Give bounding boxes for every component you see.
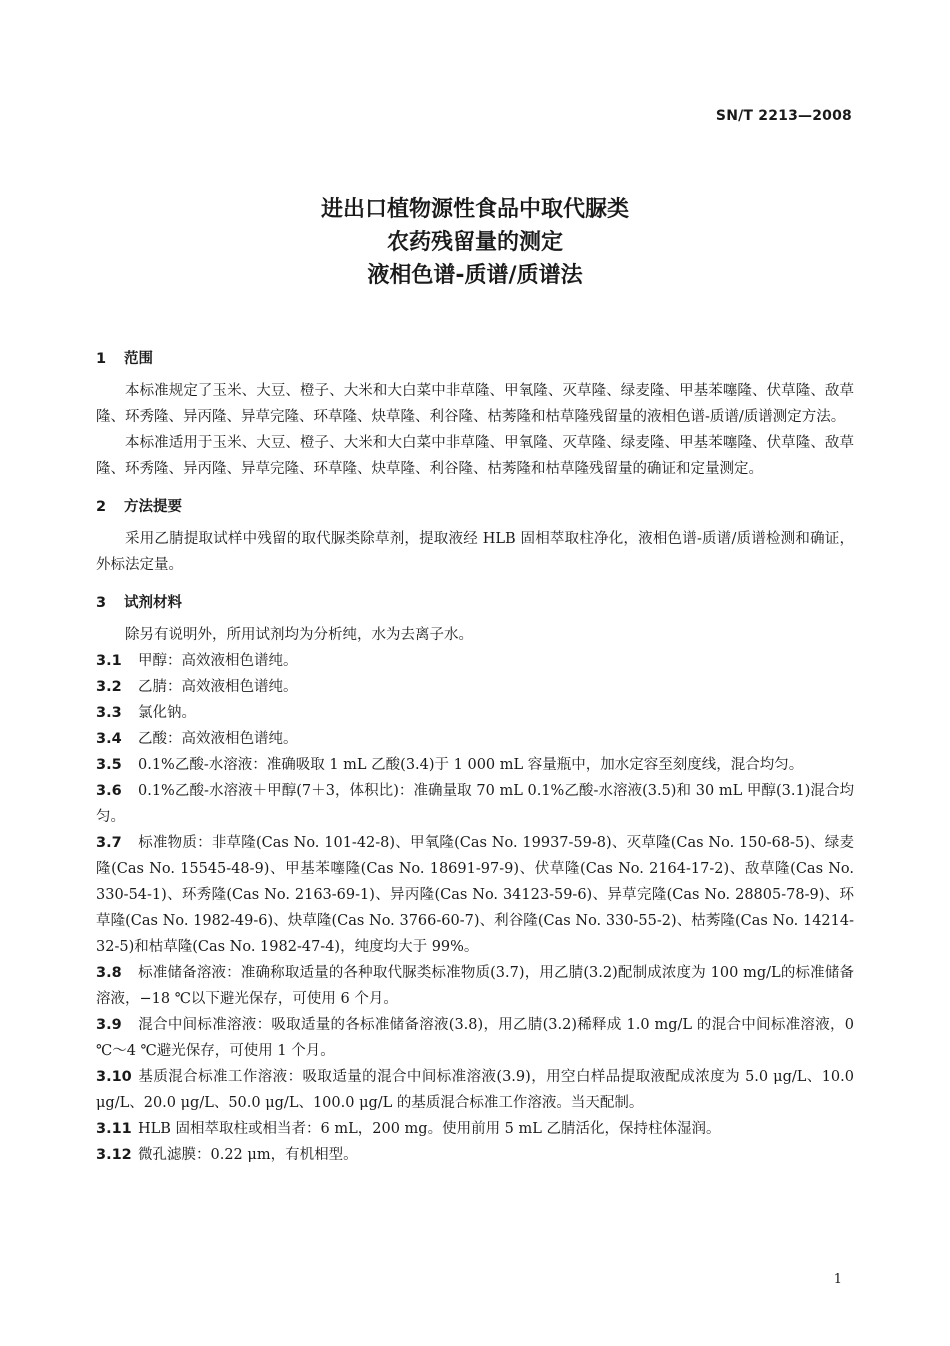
title-line-1: 进出口植物源性食品中取代脲类 <box>320 197 629 222</box>
item-number: 3.11 <box>96 1121 132 1137</box>
section-heading-method <box>96 494 854 520</box>
title-line-3: 液相色谱-质谱/质谱法 <box>367 263 583 288</box>
item-number: 3.12 <box>96 1147 132 1163</box>
reagent-item <box>96 752 854 778</box>
reagent-item <box>96 1142 854 1168</box>
item-text: 标准储备溶液：准确称取适量的各种取代脲类标准物质(3.7)，用乙腈(3.2)配制成浓度为 100 mg/L的标准储备溶液，−18 ℃以下避光保存，可使用 6 个月。 <box>96 965 854 1007</box>
item-number: 3.7 <box>96 835 122 851</box>
reagent-item <box>96 726 854 752</box>
reagent-item <box>96 1012 854 1064</box>
item-number: 3.2 <box>96 679 122 695</box>
reagent-item <box>96 700 854 726</box>
section-title: 范围 <box>124 351 153 367</box>
reagent-item <box>96 1064 854 1116</box>
item-number: 3.1 <box>96 653 122 669</box>
item-text: 0.1%乙酸-水溶液＋甲醇(7＋3，体积比)：准确量取 70 mL 0.1%乙酸-水溶液(3.5)和 30 mL 甲醇(3.1)混合均匀。 <box>96 783 854 825</box>
method-paragraph: 采用乙腈提取试样中残留的取代脲类除草剂，提取液经 HLB 固相萃取柱净化，液相色谱-质谱/质谱检测和确证，外标法定量。 <box>96 531 854 573</box>
reagent-item <box>96 778 854 830</box>
reagent-item <box>96 674 854 700</box>
section-title: 方法提要 <box>124 499 182 515</box>
item-text: 甲醇：高效液相色谱纯。 <box>138 653 298 669</box>
item-text: 混合中间标准溶液：吸取适量的各标准储备溶液(3.8)，用乙腈(3.2)稀释成 1.0 mg/L 的混合中间标准溶液，0 ℃～4 ℃避光保存，可使用 1 个月。 <box>96 1017 854 1059</box>
item-number: 3.3 <box>96 705 122 721</box>
reagent-item <box>96 830 854 960</box>
item-text: 氯化钠。 <box>138 705 196 721</box>
item-number: 3.4 <box>96 731 122 747</box>
document-title <box>0 193 950 292</box>
item-number: 3.9 <box>96 1017 122 1033</box>
item-number: 3.6 <box>96 783 122 799</box>
section-number: 2 <box>96 499 107 515</box>
title-line-2: 农药残留量的测定 <box>386 230 563 255</box>
section-number: 1 <box>96 351 107 367</box>
item-number: 3.8 <box>96 965 122 981</box>
reagent-item <box>96 1116 854 1142</box>
item-text: 0.1%乙酸-水溶液：准确吸取 1 mL 乙酸(3.4)于 1 000 mL 容量瓶中，加水定容至刻度线，混合均匀。 <box>138 757 804 773</box>
scope-paragraph-1: 本标准规定了玉米、大豆、橙子、大米和大白菜中非草隆、甲氧隆、灭草隆、绿麦隆、甲基苯噻隆、伏草隆、敌草隆、环秀隆、异丙隆、异草完隆、环草隆、炔草隆、利谷隆、枯莠隆和枯草隆残留量的液相色谱-质谱/质谱测定方法。 <box>96 383 854 425</box>
standard-code: SN/T 2213—2008 <box>715 108 852 124</box>
item-text: 乙酸：高效液相色谱纯。 <box>138 731 298 747</box>
reagent-item <box>96 960 854 1012</box>
section-heading-reagents <box>96 590 854 616</box>
scope-paragraph-2: 本标准适用于玉米、大豆、橙子、大米和大白菜中非草隆、甲氧隆、灭草隆、绿麦隆、甲基苯噻隆、伏草隆、敌草隆、环秀隆、异丙隆、异草完隆、环草隆、炔草隆、利谷隆、枯莠隆和枯草隆残留量的确证和定量测定。 <box>96 435 854 477</box>
item-text: 乙腈：高效液相色谱纯。 <box>138 679 298 695</box>
section-heading-scope <box>96 346 854 372</box>
document-body <box>96 346 854 1168</box>
item-number: 3.5 <box>96 757 122 773</box>
section-title: 试剂材料 <box>124 595 182 611</box>
reagent-item <box>96 648 854 674</box>
item-text: 基质混合标准工作溶液：吸取适量的混合中间标准溶液(3.9)，用空白样品提取液配成浓度为 5.0 μg/L、10.0 μg/L、20.0 μg/L、50.0 μg/L、100.0 μg/L 的基质混合标准工作溶液。当天配制。 <box>96 1069 854 1111</box>
item-text: 微孔滤膜：0.22 μm，有机相型。 <box>138 1147 358 1163</box>
section-number: 3 <box>96 595 107 611</box>
reagents-intro: 除另有说明外，所用试剂均为分析纯，水为去离子水。 <box>125 627 473 643</box>
item-text: 标准物质：非草隆(Cas No. 101-42-8)、甲氧隆(Cas No. 19937-59-8)、灭草隆(Cas No. 150-68-5)、绿麦隆(Cas No. 15545-48-9)、甲基苯噻隆(Cas No. 18691-97-9)、伏草隆(Cas No. 2164-17-2)、敌草隆(Cas No. 330-54-1)、环秀隆(Cas No. 2163-69-1)、异丙隆(Cas No. 34123-59-6)、异草完隆(Cas No. 28805-78-9)、环草隆(Cas No. 1982-49-6)、炔草隆(Cas No. 3766-60-7)、利谷隆(Cas No. 330-55-2)、枯莠隆(Cas No. 14214-32-5)和枯草隆(Cas No. 1982-47-4)，纯度均大于 99%。 <box>96 835 854 955</box>
page-number: 1 <box>833 1272 842 1287</box>
item-number: 3.10 <box>96 1069 132 1085</box>
item-text: HLB 固相萃取柱或相当者：6 mL，200 mg。使用前用 5 mL 乙腈活化，保持柱体湿润。 <box>138 1121 721 1137</box>
